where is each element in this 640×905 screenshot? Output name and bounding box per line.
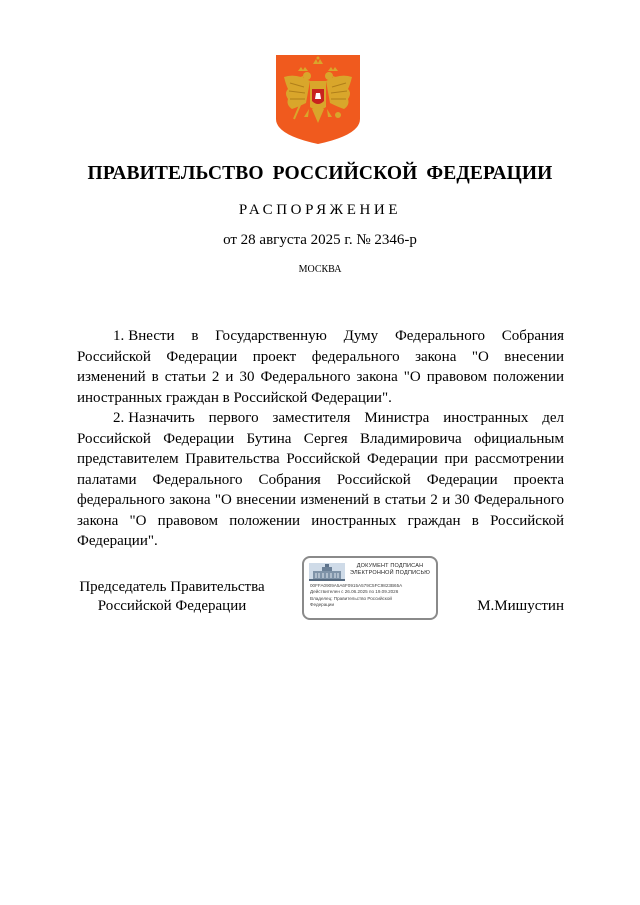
stamp-title-line: ЭЛЕКТРОННОЙ ПОДПИСЬЮ [349,570,431,576]
stamp-title [344,563,436,577]
stamp-certificate: 00FFA0909A5A6F0915A579C5FC9823B65A [310,583,403,588]
stamp-details [310,583,436,609]
stamp-validity: Действителен с 26.06.2025 по 19.09.2026 [310,589,399,595]
document-type: РАСПОРЯЖЕНИЕ [238,202,402,218]
paragraph-1 [77,326,564,408]
paragraph-text: Назначить первого заместителя Министра иностранных дел Российской Федерации Бутина Сергея Владимировича официальным представителем Правительства Российской Федерации при рассмотрении палатами Федерального Собрания Российской Федерации проекта федерального закона "О внесении изменений в статьи 2 и 30 Федерального закона "О правовом положении иностранных граждан в Российской Федерации". [77,410,564,549]
coat-of-arms-emblem [276,55,360,144]
electronic-signature-stamp [302,556,438,620]
stamp-owner: Владелец: Правительство Российской [310,595,392,601]
paragraph-number: 1. [113,328,125,344]
paragraph-number: 2. [113,410,125,426]
stamp-title-line: ДОКУМЕНТ ПОДПИСАН [356,563,424,569]
government-building-icon [309,563,345,581]
signatory-position-line: Председатель Правительства [79,579,265,595]
document-city: МОСКВА [298,264,342,275]
government-title: ПРАВИТЕЛЬСТВО РОССИЙСКОЙ ФЕДЕРАЦИИ [87,163,553,184]
paragraph-2 [77,408,564,552]
paragraph-text: Внести в Государственную Думу Федерального Собрания Российской Федерации проект федерального закона "О внесении изменений в статьи 2 и 30 Федерального закона "О правовом положении иностранных граждан в Российской Федерации". [77,328,564,406]
signatory-name: М.Мишустин [477,598,564,614]
stamp-owner: Федерации [310,602,335,608]
document-body [77,326,564,552]
russian-coat-of-arms-icon [276,55,360,144]
document-date-number: от 28 августа 2025 г. № 2346-р [223,232,417,248]
signatory-position-line: Российской Федерации [97,598,247,614]
signatory-position [72,578,272,616]
